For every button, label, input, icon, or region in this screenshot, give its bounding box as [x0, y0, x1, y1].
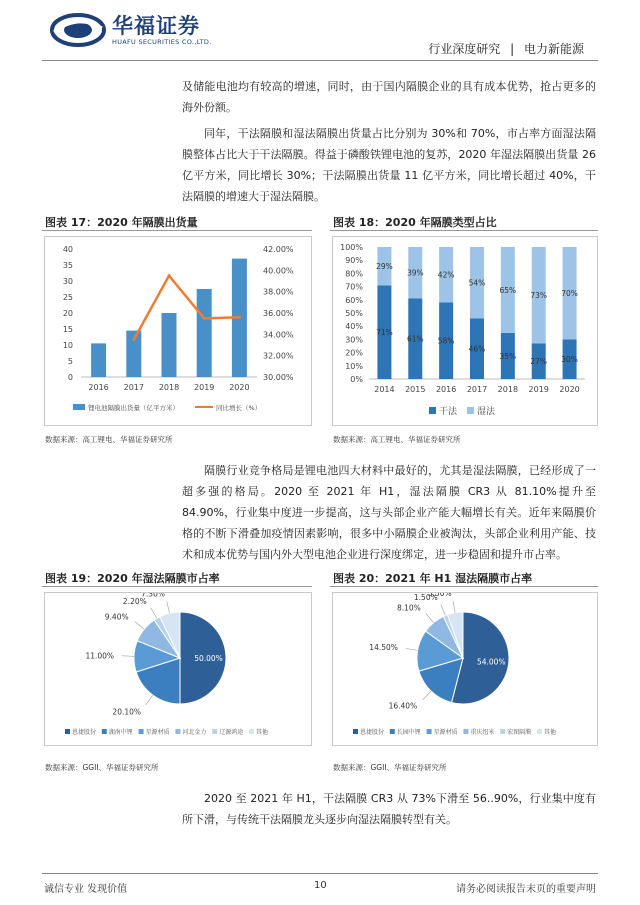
figure-19-chart-frame [44, 592, 312, 746]
y-tick-label: 30% [345, 335, 363, 345]
legend-label: 星源材质 [145, 729, 170, 736]
pie-leader-line [167, 602, 170, 614]
pie-leader-line [146, 695, 153, 705]
y-tick-label: 90% [345, 256, 363, 266]
y-right-tick-label: 30.00% [263, 373, 294, 382]
paragraph-2: 同年，干法隔膜和湿法隔膜出货量占比分别为 30%和 70%，市占率方面湿法隔膜整体占比大于干法隔膜。得益于磷酸铁锂电池的复苏，2020 年湿法隔膜出货量 26 亿平方米，同比增长 30%；干法隔膜出货量 11 亿平方米，同比增长超过 40%，干法隔膜的增速大于湿法隔膜。 [182, 127, 596, 203]
pie-data-label: 1.50% [413, 593, 438, 603]
figure-19-source: 数据来源：GGII、华福证券研究所 [45, 763, 159, 772]
data-label-wet: 73% [530, 291, 548, 301]
y-left-tick-label: 25 [62, 293, 73, 302]
y-tick-label: 50% [345, 309, 363, 318]
figure-19-title: 图表 19：2020 年湿法隔膜市占率 [45, 572, 220, 585]
figure-17-chart [45, 237, 311, 425]
y-left-tick-label: 20 [62, 309, 73, 318]
data-label-dry: 61% [406, 334, 424, 344]
x-tick-label: 2016 [435, 385, 457, 394]
growth-point [168, 274, 171, 277]
data-label-dry: 71% [376, 328, 393, 338]
x-tick-label: 2015 [405, 385, 426, 394]
growth-point [132, 338, 135, 341]
legend-label: 湖南中锂 [108, 729, 133, 736]
y-left-tick-label: 0 [67, 373, 73, 382]
pie-leader-line [441, 604, 446, 615]
y-left-tick-label: 15 [62, 325, 73, 334]
y-left-tick-label: 40 [62, 245, 73, 254]
data-label-wet: 42% [437, 270, 455, 280]
y-tick-label: 70% [345, 282, 363, 292]
y-tick-label: 60% [345, 295, 363, 305]
growth-line [134, 276, 240, 340]
figure-18-source: 数据来源：高工锂电、华福证券研究所 [333, 435, 461, 444]
report-header [428, 40, 584, 57]
pie-data-label: 7.30% [141, 593, 165, 599]
y-left-tick-label: 5 [67, 357, 73, 366]
legend-swatch [65, 729, 70, 734]
x-tick-label: 2018 [158, 383, 180, 392]
figure-18-chart-frame [332, 236, 598, 426]
x-tick-label: 2020 [229, 383, 250, 392]
paragraph-4: 2020 至 2021 年 H1，干法隔膜 CR3 从 73%下滑至 56..90%，行业集中度有所下滑，与传统干法隔膜龙头逐步向湿法隔膜转型有关。 [182, 792, 596, 826]
figure-17-rule [42, 230, 312, 231]
data-label-dry: 46% [468, 344, 486, 354]
data-label-wet: 65% [499, 285, 517, 295]
y-tick-label: 80% [345, 269, 363, 279]
legend-swatch [390, 729, 395, 734]
x-tick-label: 2018 [497, 385, 519, 394]
legend-label-wet: 湿法 [477, 407, 496, 417]
pie-data-label: 8.10% [396, 603, 421, 613]
legend-label: 辽源鸿途 [219, 729, 244, 736]
x-tick-label: 2016 [88, 383, 109, 392]
figure-19-chart [45, 593, 311, 745]
header-separator: | [510, 42, 515, 56]
legend-swatch-wet [467, 407, 474, 414]
figure-20-source: 数据来源：GGII、华福证券研究所 [333, 763, 447, 772]
legend-label: 宏图隔膜 [507, 729, 532, 736]
paragraph-3: 隔膜行业竞争格局是锂电池四大材料中最好的，尤其是湿法隔膜，已经形成了一超多强的格局。2020 至 2021 年 H1，湿法隔膜 CR3 从 81.10%提升至 84.90%，行业集中度进一步提高，这与头部企业产能大幅增长有关。近年来隔膜价格的不断下滑叠加疫情因素影响，很多中小隔膜企业被淘汰，头部企业利用产能、技术和成本优势与国内外大型电池企业进行深度绑定，进一步稳固和提升市占率。 [182, 464, 596, 561]
figure-18-chart [333, 237, 597, 425]
legend-label: 恩捷股份 [360, 729, 385, 736]
figure-17-title: 图表 17：2020 年隔膜出货量 [45, 216, 198, 229]
y-right-tick-label: 32.00% [263, 351, 294, 361]
data-label-dry: 30% [561, 355, 578, 365]
figure-20-chart [333, 593, 597, 745]
growth-point [203, 317, 206, 320]
y-tick-label: 20% [345, 348, 363, 358]
data-label-wet: 39% [406, 268, 424, 278]
x-tick-label: 2019 [528, 385, 549, 394]
figure-20-chart-frame [332, 592, 598, 746]
y-right-tick-label: 40.00% [263, 266, 294, 276]
growth-point [238, 316, 241, 319]
bar [91, 343, 106, 377]
y-left-tick-label: 30 [62, 277, 73, 286]
x-tick-label: 2017 [466, 385, 488, 394]
figure-17-source: 数据来源：高工锂电、华福证券研究所 [45, 435, 173, 444]
legend-swatch [139, 729, 144, 734]
pie-data-label: 5.50% [427, 593, 452, 598]
x-tick-label: 2014 [374, 385, 395, 394]
legend-swatch [463, 729, 468, 734]
legend-label: 河北金力 [182, 729, 207, 736]
figure-20-title: 图表 20：2021 年 H1 湿法隔膜市占率 [333, 572, 533, 585]
data-label-wet: 29% [376, 262, 393, 272]
pie-leader-line [453, 601, 455, 613]
pie-leader-line [426, 613, 434, 622]
data-label-dry: 35% [499, 351, 517, 361]
legend-swatch [212, 729, 217, 734]
legend-label: 其他 [544, 729, 557, 736]
brand-name: 华福证券 [112, 14, 200, 38]
legend-swatch [427, 729, 432, 734]
legend-label-line: 同比增长（%） [216, 404, 262, 412]
y-tick-label: 40% [345, 322, 363, 332]
legend-swatch-dry [429, 407, 436, 414]
data-label-wet: 70% [561, 289, 578, 299]
legend-swatch [249, 729, 254, 734]
y-left-tick-label: 10 [62, 341, 73, 350]
footer-divider [42, 873, 598, 874]
legend-swatch-bar [73, 404, 85, 410]
data-label-dry: 27% [530, 357, 548, 367]
legend-swatch [175, 729, 180, 734]
data-label-wet: 54% [468, 278, 486, 288]
x-tick-label: 2019 [194, 383, 215, 392]
pie-data-label: 9.40% [104, 612, 129, 622]
pie-data-label: 14.50% [369, 643, 398, 653]
footer-slogan: 诚信专业 发现价值 [44, 884, 128, 895]
figure-18-rule [330, 230, 598, 231]
legend-swatch [537, 729, 542, 734]
paragraph-1: 及储能电池均有较高的增速，同时，由于国内隔膜企业的具有成本优势，抢占更多的海外份额。 [182, 80, 596, 114]
legend-swatch [500, 729, 505, 734]
header-divider [42, 60, 598, 61]
report-sector: 电力新能源 [523, 42, 584, 56]
footer-disclaimer: 请务必阅读报告末页的重要声明 [456, 884, 596, 895]
pie-leader-line [135, 622, 144, 630]
bar [197, 289, 212, 377]
report-type: 行业深度研究 [428, 42, 501, 56]
data-label-dry: 58% [437, 336, 455, 346]
y-right-tick-label: 36.00% [263, 309, 294, 318]
y-right-tick-label: 38.00% [263, 287, 294, 297]
legend-label: 其他 [256, 729, 269, 736]
bar [162, 313, 177, 377]
brand-name-en: HUAFU SECURITIES CO.,LTD. [112, 38, 212, 46]
figure-18-title: 图表 18：2020 年隔膜类型占比 [333, 216, 497, 229]
page-number: 10 [314, 880, 327, 891]
pie-data-label: 20.10% [112, 707, 142, 717]
legend-label-dry: 干法 [439, 407, 458, 417]
pie-leader-line [406, 648, 418, 650]
figure-19-rule [42, 586, 312, 587]
y-right-tick-label: 42.00% [263, 245, 294, 254]
y-tick-label: 0% [350, 375, 363, 384]
legend-label: 长园中锂 [396, 729, 421, 736]
legend-label: 重庆纽米 [470, 729, 495, 736]
y-tick-label: 100% [340, 243, 363, 252]
legend-label: 恩捷股份 [72, 729, 97, 736]
y-left-tick-label: 35 [62, 261, 73, 270]
pie-leader-line [423, 691, 431, 700]
pie-leader-line [151, 608, 157, 618]
x-tick-label: 2017 [123, 383, 144, 392]
pie-data-label: 11.00% [85, 651, 115, 661]
y-right-tick-label: 34.00% [263, 330, 294, 340]
legend-label: 星源材质 [433, 729, 458, 736]
pie-data-label: 16.40% [388, 701, 418, 711]
pie-data-label: 54.00% [476, 657, 506, 667]
x-tick-label: 2020 [559, 385, 580, 394]
legend-label-bar: 锂电池隔膜出货量（亿平方米） [88, 404, 179, 412]
pie-data-label: 2.20% [122, 596, 147, 606]
brand-logo-icon [48, 10, 112, 50]
pie-data-label: 50.00% [194, 654, 223, 663]
y-tick-label: 10% [345, 361, 363, 371]
legend-swatch [353, 729, 358, 734]
legend-swatch [102, 729, 107, 734]
figure-17-chart-frame [44, 236, 312, 426]
figure-20-rule [330, 586, 598, 587]
